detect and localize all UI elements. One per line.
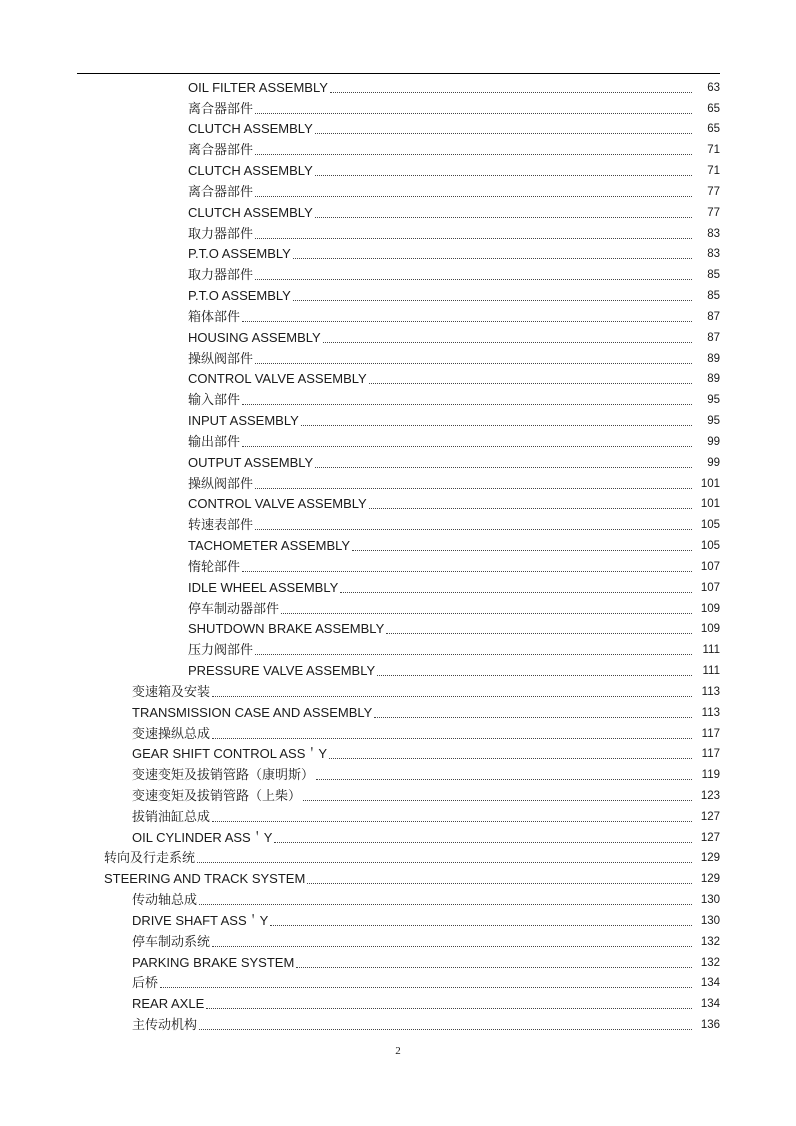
toc-dot-leader <box>315 133 692 134</box>
toc-entry[interactable] <box>0 909 796 930</box>
toc-entry[interactable] <box>0 284 796 305</box>
toc-entry[interactable] <box>0 180 796 201</box>
toc-dot-leader <box>281 613 692 614</box>
toc-entry-title: 变速箱及安装 <box>132 683 211 699</box>
toc-entry[interactable] <box>0 972 796 993</box>
toc-dot-leader <box>316 779 692 780</box>
toc-entry-title: 操纵阀部件 <box>188 475 254 491</box>
toc-dot-leader <box>374 717 692 718</box>
toc-entry-page: 83 <box>707 227 720 240</box>
toc-dot-leader <box>212 821 692 822</box>
toc-entry[interactable] <box>0 409 796 430</box>
toc-entry[interactable] <box>0 243 796 264</box>
toc-entry-page: 65 <box>707 123 720 136</box>
toc-entry-title: 取力器部件 <box>188 225 254 241</box>
toc-entry-title: 主传动机构 <box>132 1017 198 1033</box>
toc-entry[interactable] <box>0 888 796 909</box>
toc-entry-page: 77 <box>707 206 720 219</box>
toc-entry-page: 101 <box>700 477 720 490</box>
toc-entry-title: 压力阀部件 <box>188 642 254 658</box>
toc-entry-title: 传动轴总成 <box>132 892 198 908</box>
toc-entry[interactable] <box>0 76 796 97</box>
toc-dot-leader <box>296 967 692 968</box>
toc-entry[interactable] <box>0 159 796 180</box>
toc-dot-leader <box>293 258 692 259</box>
toc-entry-title: 停车制动器部件 <box>188 600 280 616</box>
toc-entry-title: 离合器部件 <box>188 100 254 116</box>
toc-dot-leader <box>255 488 692 489</box>
toc-entry-title: 变速变矩及拔销管路（康明斯） <box>132 767 315 783</box>
toc-dot-leader <box>199 1029 692 1030</box>
toc-dot-leader <box>377 675 692 676</box>
toc-entry[interactable] <box>0 763 796 784</box>
toc-entry-title: 输出部件 <box>188 433 241 449</box>
toc-entry[interactable] <box>0 992 796 1013</box>
toc-entry-page: 83 <box>707 248 720 261</box>
toc-entry-title: STEERING AND TRACK SYSTEM <box>104 871 306 887</box>
toc-dot-leader <box>369 383 692 384</box>
toc-dot-leader <box>255 154 692 155</box>
toc-entry[interactable] <box>0 930 796 951</box>
toc-entry-title: 离合器部件 <box>188 183 254 199</box>
toc-dot-leader <box>293 300 692 301</box>
toc-entry[interactable] <box>0 347 796 368</box>
toc-entry-page: 109 <box>700 623 720 636</box>
toc-entry-page: 136 <box>700 1019 720 1032</box>
toc-entry-title: 拔销油缸总成 <box>132 808 211 824</box>
toc-entry-title: 输入部件 <box>188 392 241 408</box>
toc-entry-title: 停车制动系统 <box>132 933 211 949</box>
toc-entry[interactable] <box>0 305 796 326</box>
toc-entry[interactable] <box>0 201 796 222</box>
toc-entry-page: 87 <box>707 310 720 323</box>
toc-entry-title: 箱体部件 <box>188 308 241 324</box>
toc-dot-leader <box>307 883 692 884</box>
toc-entry-title: P.T.O ASSEMBLY <box>188 246 291 262</box>
toc-entry[interactable] <box>0 680 796 701</box>
toc-entry-title: PARKING BRAKE SYSTEM <box>132 954 295 970</box>
toc-entry-title: 变速操纵总成 <box>132 725 211 741</box>
toc-entry-page: 113 <box>701 685 720 698</box>
toc-dot-leader <box>255 113 692 114</box>
toc-dot-leader <box>242 404 692 405</box>
toc-entry-page: 85 <box>707 290 720 303</box>
toc-entry-title: INPUT ASSEMBLY <box>188 413 299 429</box>
toc-entry-title: 转速表部件 <box>188 517 254 533</box>
toc-dot-leader <box>242 446 692 447</box>
toc-dot-leader <box>212 738 692 739</box>
toc-dot-leader <box>199 904 692 905</box>
toc-entry[interactable] <box>0 951 796 972</box>
toc-entry-page: 71 <box>707 144 720 157</box>
toc-entry-title: TRANSMISSION CASE AND ASSEMBLY <box>132 704 373 720</box>
toc-dot-leader <box>255 238 692 239</box>
toc-entry[interactable] <box>0 138 796 159</box>
toc-entry[interactable] <box>0 97 796 118</box>
toc-entry-title: REAR AXLE <box>132 996 205 1012</box>
toc-entry[interactable] <box>0 472 796 493</box>
toc-entry-title: 惰轮部件 <box>188 558 241 574</box>
toc-entry[interactable] <box>0 493 796 514</box>
toc-dot-leader <box>242 321 692 322</box>
toc-entry[interactable] <box>0 576 796 597</box>
toc-dot-leader <box>315 467 692 468</box>
toc-entry[interactable] <box>0 534 796 555</box>
toc-entry[interactable] <box>0 597 796 618</box>
toc-dot-leader <box>270 925 692 926</box>
toc-entry[interactable] <box>0 743 796 764</box>
toc-entry-page: 89 <box>707 373 720 386</box>
toc-entry[interactable] <box>0 618 796 639</box>
toc-entry[interactable] <box>0 805 796 826</box>
toc-entry[interactable] <box>0 826 796 847</box>
toc-entry-title: CLUTCH ASSEMBLY <box>188 204 313 220</box>
toc-entry-title: SHUTDOWN BRAKE ASSEMBLY <box>188 621 385 637</box>
toc-entry-title: CLUTCH ASSEMBLY <box>188 121 313 137</box>
toc-entry-page: 129 <box>700 873 720 886</box>
toc-dot-leader <box>340 592 692 593</box>
toc-dot-leader <box>255 279 692 280</box>
toc-entry-page: 127 <box>700 831 720 844</box>
toc-entry-page: 63 <box>707 81 720 94</box>
toc-entry-title: OUTPUT ASSEMBLY <box>188 454 314 470</box>
toc-entry-page: 130 <box>700 914 720 927</box>
toc-dot-leader <box>369 508 692 509</box>
toc-entry-page: 107 <box>700 581 720 594</box>
toc-entry[interactable] <box>0 638 796 659</box>
toc-entry[interactable] <box>0 118 796 139</box>
toc-entry[interactable] <box>0 368 796 389</box>
toc-entry-title: TACHOMETER ASSEMBLY <box>188 538 351 554</box>
toc-entry-title: CLUTCH ASSEMBLY <box>188 163 313 179</box>
toc-entry[interactable] <box>0 847 796 868</box>
toc-dot-leader <box>329 758 692 759</box>
toc-entry-title: 操纵阀部件 <box>188 350 254 366</box>
toc-entry-page: 99 <box>707 435 720 448</box>
toc-dot-leader <box>274 842 692 843</box>
toc-entry-page: 119 <box>701 769 720 782</box>
toc-entry-title: 后桥 <box>132 975 159 991</box>
toc-entry-title: OIL FILTER ASSEMBLY <box>188 79 328 95</box>
toc-dot-leader <box>255 529 692 530</box>
toc-entry-page: 87 <box>707 331 720 344</box>
toc-entry[interactable] <box>0 451 796 472</box>
toc-entry[interactable] <box>0 222 796 243</box>
toc-entry-title: CONTROL VALVE ASSEMBLY <box>188 371 367 387</box>
toc-dot-leader <box>386 633 692 634</box>
toc-dot-leader <box>212 696 692 697</box>
toc-entry-title: IDLE WHEEL ASSEMBLY <box>188 579 339 595</box>
toc-entry-page: 105 <box>700 519 720 532</box>
toc-entry[interactable] <box>0 701 796 722</box>
toc-entry-page: 111 <box>702 644 720 657</box>
toc-entry[interactable] <box>0 555 796 576</box>
toc-dot-leader <box>206 1008 692 1009</box>
toc-entry[interactable] <box>0 388 796 409</box>
toc-entry-page: 111 <box>702 665 720 678</box>
header-rule <box>77 73 720 74</box>
toc-dot-leader <box>352 550 692 551</box>
toc-entry-page: 99 <box>707 456 720 469</box>
toc-entry-page: 105 <box>700 540 720 553</box>
toc-dot-leader <box>315 175 692 176</box>
toc-dot-leader <box>301 425 692 426</box>
toc-entry-title: CONTROL VALVE ASSEMBLY <box>188 496 367 512</box>
toc-entry-page: 95 <box>707 415 720 428</box>
toc-entry-page: 65 <box>707 102 720 115</box>
toc-dot-leader <box>255 654 692 655</box>
toc-entry-page: 107 <box>700 560 720 573</box>
toc-entry-page: 132 <box>700 956 720 969</box>
toc-dot-leader <box>242 571 692 572</box>
toc-entry[interactable] <box>0 659 796 680</box>
toc-entry-page: 95 <box>707 394 720 407</box>
toc-entry-title: 变速变矩及拔销管路（上柴） <box>132 787 302 803</box>
toc-entry-page: 85 <box>707 269 720 282</box>
toc-entry-page: 71 <box>707 165 720 178</box>
toc-entry-page: 123 <box>700 789 720 802</box>
toc-entry-page: 134 <box>700 977 720 990</box>
toc-dot-leader <box>330 92 692 93</box>
toc-entry-title: 离合器部件 <box>188 142 254 158</box>
toc-dot-leader <box>303 800 692 801</box>
toc-entry-page: 130 <box>700 894 720 907</box>
toc-entry-page: 101 <box>700 498 720 511</box>
toc-entry[interactable] <box>0 263 796 284</box>
toc-entry-title: P.T.O ASSEMBLY <box>188 288 291 304</box>
toc-dot-leader <box>212 946 692 947</box>
toc-entry-page: 127 <box>700 810 720 823</box>
page-number: 2 <box>395 1045 401 1057</box>
toc-entry-page: 117 <box>701 727 720 740</box>
toc-entry[interactable] <box>0 430 796 451</box>
toc-entry[interactable] <box>0 867 796 888</box>
toc-entry-title: DRIVE SHAFT ASS＇Y <box>132 912 269 928</box>
toc-entry-page: 132 <box>700 935 720 948</box>
toc-entry-title: 转向及行走系统 <box>104 850 196 866</box>
toc-entry-page: 134 <box>700 998 720 1011</box>
toc-entry-title: GEAR SHIFT CONTROL ASS＇Y <box>132 746 328 762</box>
toc-entry[interactable] <box>0 722 796 743</box>
toc-entry[interactable] <box>0 784 796 805</box>
toc-dot-leader <box>315 217 692 218</box>
toc-entry-title: PRESSURE VALVE ASSEMBLY <box>188 663 376 679</box>
table-of-contents <box>0 76 796 1034</box>
toc-entry-page: 77 <box>707 185 720 198</box>
toc-entry-title: 取力器部件 <box>188 267 254 283</box>
toc-entry[interactable] <box>0 513 796 534</box>
toc-dot-leader <box>323 342 692 343</box>
toc-dot-leader <box>255 196 692 197</box>
toc-entry[interactable] <box>0 1013 796 1034</box>
toc-entry-title: HOUSING ASSEMBLY <box>188 329 321 345</box>
toc-entry-page: 109 <box>700 602 720 615</box>
toc-dot-leader <box>197 862 692 863</box>
toc-entry[interactable] <box>0 326 796 347</box>
toc-entry-title: OIL CYLINDER ASS＇Y <box>132 829 273 845</box>
toc-entry-page: 113 <box>701 706 720 719</box>
toc-dot-leader <box>160 987 692 988</box>
toc-entry-page: 89 <box>707 352 720 365</box>
toc-entry-page: 129 <box>700 852 720 865</box>
toc-dot-leader <box>255 363 692 364</box>
toc-entry-page: 117 <box>701 748 720 761</box>
